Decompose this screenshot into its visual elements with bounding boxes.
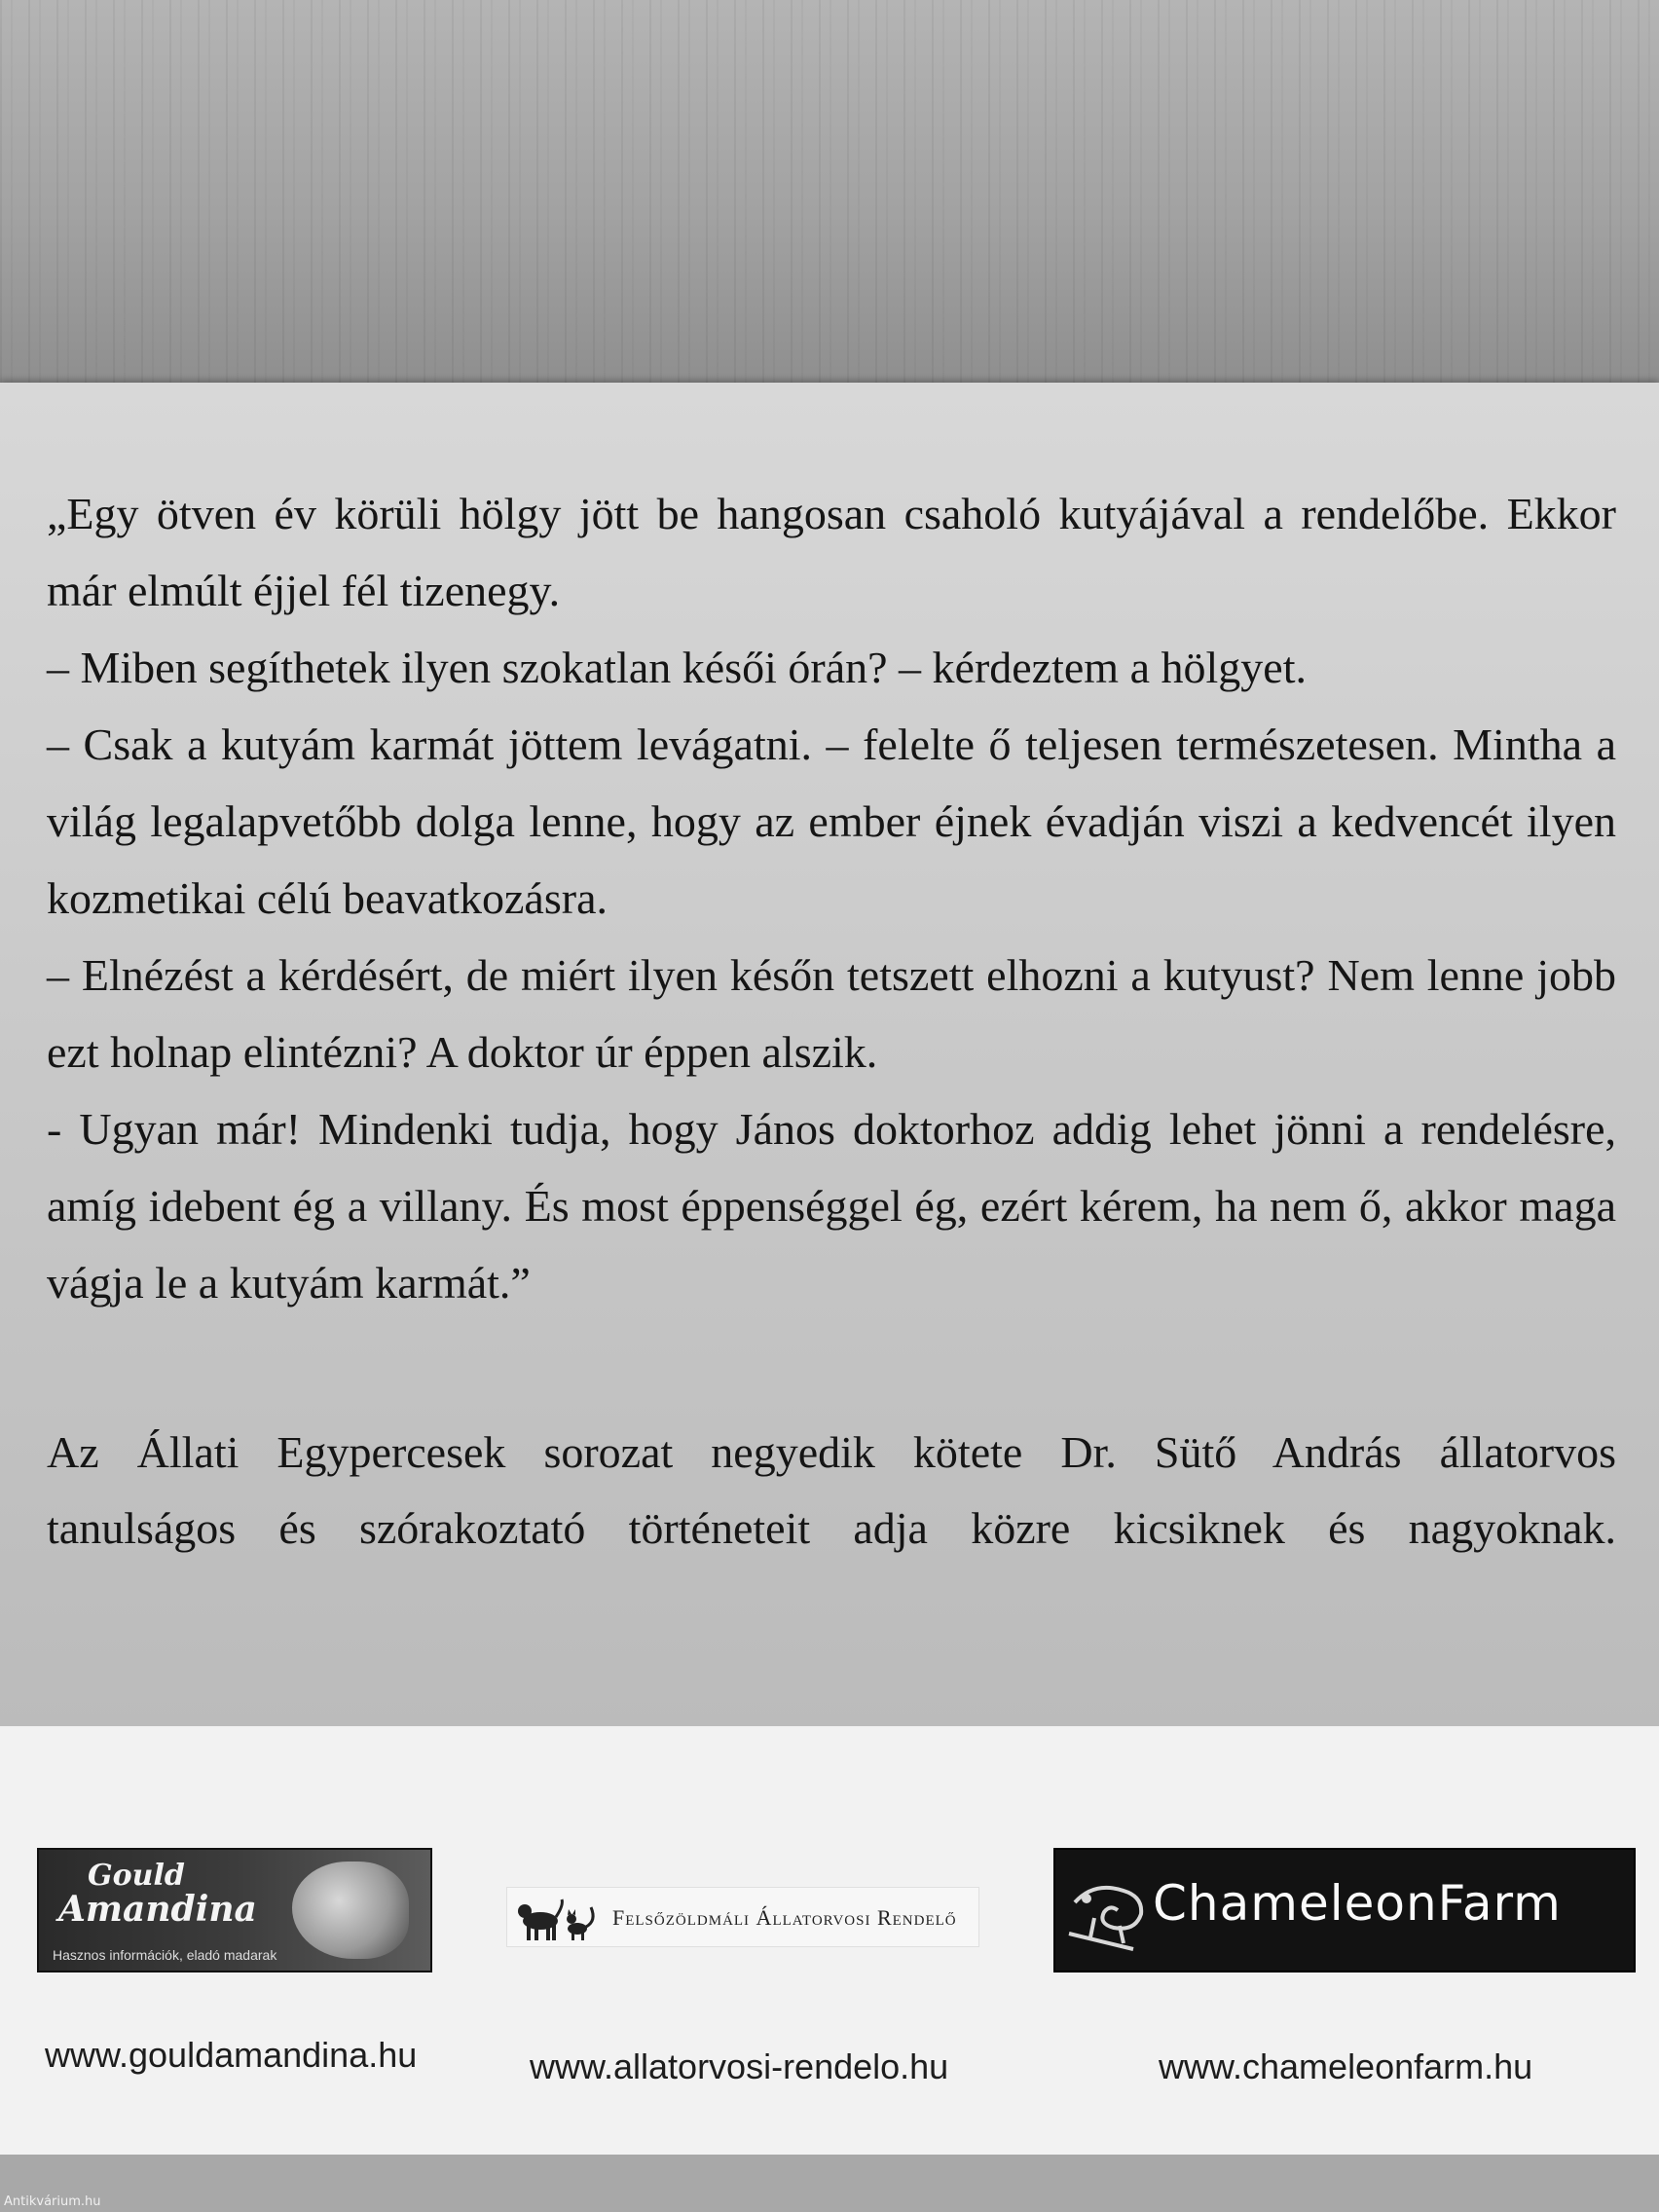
description-line: Az Állati Egypercesek sorozat negyedik kötete Dr. Sütő András állatorvos — [47, 1427, 1616, 1477]
gould-brand-line1: Gould — [88, 1859, 185, 1893]
story-paragraph: – Csak a kutyám karmát jöttem levágatni. – felelte ő teljesen természetesen. Mintha a világ legalapvetőbb dolga lenne, hogy az ember éjnek évadján viszi a kedvencét ilyen kozmetikai célú beavatkozásra. — [47, 719, 1616, 923]
gould-url-link[interactable]: www.gouldamandina.hu — [45, 2035, 418, 2075]
chameleonfarm-logo — [1053, 1848, 1636, 1972]
story-excerpt — [47, 475, 1616, 1321]
felso-rendelo-logo — [506, 1887, 979, 1947]
book-description — [47, 1415, 1616, 1567]
felso-name: Felsőzöldmáli Állatorvosi Rendelő — [612, 1905, 957, 1930]
footer-bottom-strip — [0, 2155, 1659, 2212]
chameleon-icon — [1065, 1863, 1162, 1961]
story-paragraph: „Egy ötven év körüli hölgy jött be hangosan csaholó kutyájával a rendelőbe. Ekkor már elmúlt éjjel fél tizenegy. — [47, 489, 1616, 615]
felso-url-link[interactable]: www.allatorvosi-rendelo.hu — [530, 2046, 949, 2086]
story-paragraph: – Elnézést a kérdésért, de miért ilyen későn tetszett elhozni a kutyust? Nem lenne jobb ezt holnap elintézni? A doktor úr éppen alszik. — [47, 950, 1616, 1077]
gould-amandina-logo — [37, 1848, 432, 1972]
chameleon-url-link[interactable]: www.chameleonfarm.hu — [1159, 2046, 1533, 2086]
story-paragraph: - Ugyan már! Mindenki tudja, hogy János doktorhoz addig lehet jönni a rendelésre, amíg idebent ég a villany. És most éppenséggel ég, ezért kérem, ha nem ő, akkor maga vágja le a kutyám karmát.” — [47, 1104, 1616, 1308]
gould-tagline: Hasznos információk, eladó madarak — [53, 1947, 277, 1963]
dog-cat-silhouette-icon — [513, 1892, 601, 1944]
watermark: Antikvárium.hu — [4, 2194, 101, 2209]
bird-photo-icon — [292, 1862, 409, 1959]
description-line: tanulságos és szórakoztató történeteit adja közre kicsiknek és nagyoknak. — [47, 1503, 1616, 1553]
gould-brand-line2: Amandina — [58, 1889, 257, 1930]
gould-brand — [58, 1859, 257, 1930]
story-paragraph: – Miben segíthetek ilyen szokatlan késői órán? – kérdeztem a hölgyet. — [47, 643, 1307, 692]
wood-background — [0, 0, 1659, 389]
chameleon-name: ChameleonFarm — [1153, 1875, 1562, 1932]
